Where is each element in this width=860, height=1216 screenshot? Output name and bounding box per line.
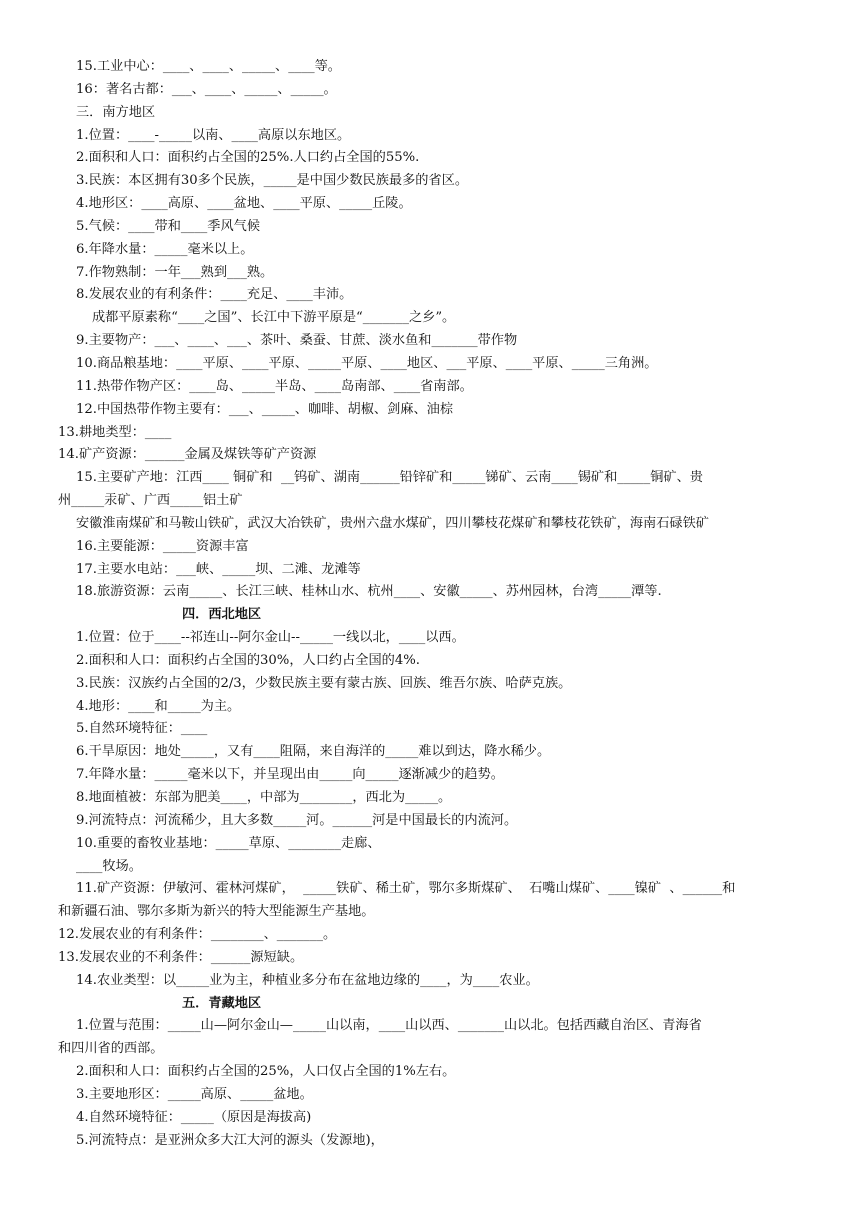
text-line: 16：著名古都：___、____、_____、_____。 xyxy=(76,81,337,97)
text-line: 4.地形：____和_____为主。 xyxy=(76,698,241,714)
text-line: 7.作物熟制：一年___熟到___熟。 xyxy=(76,264,274,280)
text-line: 6.年降水量：_____毫米以上。 xyxy=(76,241,254,257)
text-line: 4.地形区：____高原、____盆地、____平原、_____丘陵。 xyxy=(76,196,412,212)
text-line: 5.气候：____带和____季风气候 xyxy=(76,218,261,234)
text-line: 1.位置与范围：_____山—阿尔金山—_____山以南，____山以西、_______山以北。包括西藏自治区、青海省 xyxy=(76,1018,702,1034)
text-line: 11.矿产资源：伊敏河、霍林河煤矿， _____铁矿、稀土矿，鄂尔多斯煤矿、 石嘴山煤矿、____镍矿 、______和 xyxy=(76,881,736,897)
text-line: 和四川省的西部。 xyxy=(58,1041,164,1057)
text-line: 13.耕地类型：____ xyxy=(58,424,172,440)
text-line: 12.发展农业的有利条件：________、_______。 xyxy=(58,927,337,943)
text-line: 三．南方地区 xyxy=(76,104,156,120)
text-line: 16.主要能源：_____资源丰富 xyxy=(76,538,249,554)
text-line: 1.位置：位于____--祁连山--阿尔金山--_____一线以北，____以西。 xyxy=(76,630,465,646)
text-line: 8.地面植被：东部为肥美____，中部为________，西北为_____。 xyxy=(76,790,452,805)
text-line: 10.商品粮基地：____平原、____平原、_____平原、____地区、___平原、____平原、_____三角洲。 xyxy=(76,355,658,371)
text-line: 9.主要物产：___、____、___、茶叶、桑蚕、甘蔗、淡水鱼和_______带作物 xyxy=(76,333,518,349)
text-line: 州_____汞矿、广西_____铝土矿 xyxy=(58,493,243,509)
text-line: 17.主要水电站：___峡、_____坝、二滩、龙滩等 xyxy=(76,561,361,577)
text-line: 6.干旱原因：地处_____，又有____阻隔，来自海洋的_____难以到达，降水稀少。 xyxy=(76,744,551,760)
text-line: 18.旅游资源：云南_____、长江三峡、桂林山水、杭州____、安徽_____、苏州园林，台湾_____潭等. xyxy=(76,584,662,600)
text-line: ____牧场。 xyxy=(76,858,142,874)
text-line: 3.主要地形区：_____高原、_____盆地。 xyxy=(76,1086,313,1102)
text-line: 4.自然环境特征：_____（原因是海拔高) xyxy=(76,1109,312,1125)
text-line: 12.中国热带作物主要有：___、_____、咖啡、胡椒、剑麻、油棕 xyxy=(76,401,454,417)
section-heading: 四．西北地区 xyxy=(182,607,262,623)
text-line: 3.民族：本区拥有30多个民族，_____是中国少数民族最多的省区。 xyxy=(76,173,469,189)
text-line: 8.发展农业的有利条件：____充足、____丰沛。 xyxy=(76,287,353,303)
text-line: 和新疆石油、鄂尔多斯为新兴的特大型能源生产基地。 xyxy=(58,904,375,920)
document-page xyxy=(0,56,860,1153)
text-line: 2.面积和人口：面积约占全国的25%，人口仅占全国的1%左右。 xyxy=(76,1064,456,1080)
text-line: 5.河流特点：是亚洲众多大江大河的源头（发源地)， xyxy=(76,1132,384,1148)
section-heading: 五．青藏地区 xyxy=(182,995,262,1011)
text-line: 10.重要的畜牧业基地：_____草原、________走廊、 xyxy=(76,835,381,851)
text-line: 5.自然环境特征：____ xyxy=(76,721,208,737)
text-line: 14.矿产资源：______金属及煤铁等矿产资源 xyxy=(58,447,317,463)
text-line: 9.河流特点：河流稀少，且大多数_____河。______河是中国最长的内流河。 xyxy=(76,812,518,828)
text-line: 成都平原素称“____之国”、长江中下游平原是“_______之乡”。 xyxy=(92,310,456,326)
text-line: 3.民族：汉族约占全国的2/3，少数民族主要有蒙古族、回族、维吾尔族、哈萨克族。 xyxy=(76,675,572,691)
text-line: 2.面积和人口：面积约占全国的30%，人口约占全国的4%. xyxy=(76,652,420,668)
text-line: 2.面积和人口：面积约占全国的25%.人口约占全国的55%. xyxy=(76,150,420,166)
text-line: 7.年降水量：_____毫米以下，并呈现出由_____向_____逐渐减少的趋势。 xyxy=(76,767,504,783)
text-line: 1.位置：____-_____以南、____高原以东地区。 xyxy=(76,127,351,143)
text-line: 15.主要矿产地：江西____ 铜矿和 __钨矿、湖南______铅锌矿和_____锑矿、云南____锡矿和_____铜矿、贵 xyxy=(76,470,703,486)
text-line: 14.农业类型：以_____业为主，种植业多分布在盆地边缘的____，为____农业。 xyxy=(76,972,539,988)
text-line: 安徽淮南煤矿和马鞍山铁矿，武汉大冶铁矿，贵州六盘水煤矿，四川攀枝花煤矿和攀枝花铁矿，海南石碌铁矿 xyxy=(76,515,709,531)
text-line: 11.热带作物产区：____岛、_____半岛、____岛南部、____省南部。 xyxy=(76,378,473,394)
text-line: 15.工业中心：____、____、_____、____等。 xyxy=(76,59,341,74)
text-line: 13.发展农业的不利条件：______源短缺。 xyxy=(58,949,304,965)
